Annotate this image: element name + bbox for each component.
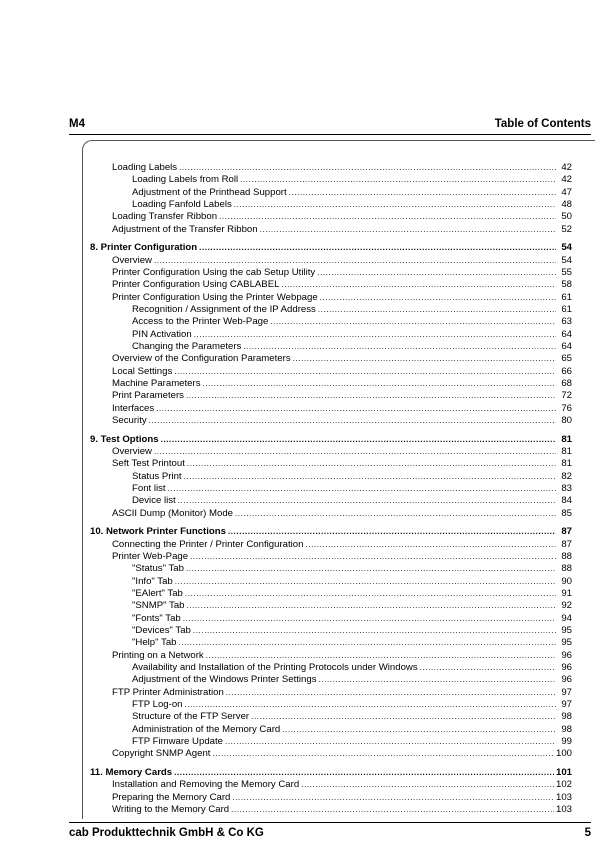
toc-dot-leader xyxy=(212,748,554,760)
toc-entry[interactable] xyxy=(90,211,572,223)
toc-entry-title: Printing on a Network xyxy=(112,649,204,661)
toc-page-number: 42 xyxy=(561,162,572,173)
toc-dot-leader xyxy=(228,526,556,538)
toc-dot-leader xyxy=(301,779,554,791)
toc-page-number: 76 xyxy=(561,402,572,414)
toc-entry-title: Printer Configuration Using the Printer Webpage xyxy=(112,291,318,303)
toc-dot-leader xyxy=(184,699,556,711)
toc-dot-leader xyxy=(185,588,556,600)
toc-entry[interactable] xyxy=(90,267,572,279)
toc-entry[interactable] xyxy=(90,625,572,637)
toc-dot-leader xyxy=(161,434,556,446)
toc-entry[interactable] xyxy=(90,637,572,649)
toc-entry[interactable] xyxy=(90,353,572,365)
toc-entry[interactable] xyxy=(90,792,572,804)
toc-entry[interactable] xyxy=(90,316,572,328)
toc-page-number: 88 xyxy=(561,563,572,575)
toc-entry-title: Structure of the FTP Server xyxy=(132,711,250,723)
toc-entry-title: 10. Network Printer Functions xyxy=(90,526,226,538)
toc-page-number: 99 xyxy=(561,736,572,748)
toc-entry[interactable] xyxy=(90,551,572,563)
toc-entry-title: Overview of the Configuration Parameters xyxy=(112,353,291,365)
toc-entry[interactable] xyxy=(90,495,572,507)
toc-dot-leader xyxy=(203,378,556,390)
toc-dot-leader xyxy=(184,471,556,483)
toc-page-number: 81 xyxy=(561,445,572,457)
toc-entry[interactable] xyxy=(90,458,572,470)
toc-page-number: 95 xyxy=(561,624,572,636)
toc-entry[interactable] xyxy=(90,748,572,760)
toc-entry-title: Overview xyxy=(112,445,152,457)
header-product-name: M4 xyxy=(69,118,85,130)
toc-entry-title: Adjustment of the Transfer Ribbon xyxy=(112,223,258,235)
toc-dot-leader xyxy=(199,242,556,254)
toc-chapter-entry[interactable] xyxy=(90,526,572,538)
toc-dot-leader xyxy=(206,650,556,662)
toc-entry[interactable] xyxy=(90,699,572,711)
toc-dot-leader xyxy=(186,390,556,402)
toc-entry-title: Connecting the Printer / Printer Configuration xyxy=(112,538,304,550)
toc-dot-leader xyxy=(243,341,556,353)
toc-entry-title: Overview xyxy=(112,254,152,266)
toc-page-number: 81 xyxy=(561,433,572,445)
toc-dot-leader xyxy=(179,637,556,649)
page-header xyxy=(69,118,591,130)
page-footer xyxy=(69,827,591,839)
toc-dot-leader xyxy=(251,711,556,723)
footer-divider xyxy=(69,822,591,823)
toc-dot-leader xyxy=(190,551,556,563)
toc-entry[interactable] xyxy=(90,255,572,267)
toc-page-number: 100 xyxy=(555,748,572,760)
toc-page-number: 63 xyxy=(561,316,572,328)
toc-page-number: 81 xyxy=(561,458,572,470)
toc-page-number: 97 xyxy=(561,686,572,698)
toc-page-number: 58 xyxy=(561,279,572,291)
toc-page-number: 88 xyxy=(561,550,572,562)
toc-dot-leader xyxy=(420,662,556,674)
toc-page-number: 50 xyxy=(561,211,572,223)
toc-dot-leader xyxy=(154,255,556,267)
toc-page-number: 61 xyxy=(561,291,572,303)
toc-entry[interactable] xyxy=(90,415,572,427)
toc-entry-title: 8. Printer Configuration xyxy=(90,242,198,254)
toc-entry-title: Device list xyxy=(132,495,176,507)
toc-entry-title: Adjustment of the Windows Printer Settings xyxy=(132,674,317,686)
toc-page-number: 97 xyxy=(561,699,572,710)
toc-dot-leader xyxy=(226,687,556,699)
toc-page-number: 66 xyxy=(561,365,572,377)
toc-dot-leader xyxy=(179,162,556,174)
toc-dot-leader xyxy=(231,804,554,816)
toc-entry[interactable] xyxy=(90,563,572,575)
toc-dot-leader xyxy=(319,674,557,686)
toc-entry-title: PIN Activation xyxy=(132,328,192,340)
toc-entry[interactable] xyxy=(90,804,572,816)
toc-page-number: 98 xyxy=(561,711,572,723)
toc-page-number: 103 xyxy=(555,803,572,815)
toc-page-number: 98 xyxy=(561,723,572,735)
toc-page-number: 48 xyxy=(561,199,572,211)
toc-entry-title: "Devices" Tab xyxy=(132,624,191,636)
table-of-contents xyxy=(90,162,572,816)
toc-entry-title: FTP Log-on xyxy=(132,699,183,710)
toc-entry[interactable] xyxy=(90,508,572,520)
toc-entry[interactable] xyxy=(90,613,572,625)
toc-entry-title: Loading Fanfold Labels xyxy=(132,199,232,211)
header-section-title: Table of Contents xyxy=(494,118,591,130)
toc-entry-title: 11. Memory Cards xyxy=(90,766,173,778)
toc-page-number: 64 xyxy=(561,341,572,352)
toc-entry-title: Access to the Printer Web-Page xyxy=(132,316,269,328)
toc-dot-leader xyxy=(289,187,556,199)
toc-dot-leader xyxy=(270,316,556,328)
toc-dot-leader xyxy=(240,174,556,186)
toc-entry[interactable] xyxy=(90,687,572,699)
toc-entry-title: "SNMP" Tab xyxy=(132,600,185,612)
toc-dot-leader xyxy=(281,279,556,291)
toc-dot-leader xyxy=(219,211,556,223)
toc-dot-leader xyxy=(320,292,556,304)
toc-dot-leader xyxy=(260,224,556,236)
toc-chapter-entry[interactable] xyxy=(90,767,572,779)
toc-entry-title: "Info" Tab xyxy=(132,575,173,587)
toc-entry-title: Administration of the Memory Card xyxy=(132,723,281,735)
toc-dot-leader xyxy=(168,483,556,495)
toc-entry-title: 9. Test Options xyxy=(90,433,159,445)
toc-dot-leader xyxy=(174,767,554,779)
toc-dot-leader xyxy=(193,625,556,637)
toc-entry[interactable] xyxy=(90,199,572,211)
toc-entry[interactable] xyxy=(90,279,572,291)
toc-entry-title: Printer Configuration Using the cab Setup Utility xyxy=(112,266,316,278)
toc-dot-leader xyxy=(186,563,556,575)
toc-entry[interactable] xyxy=(90,779,572,791)
toc-dot-leader xyxy=(156,403,556,415)
toc-entry-title: Seft Test Printout xyxy=(112,458,185,470)
toc-page-number: 72 xyxy=(561,390,572,402)
toc-page-number: 94 xyxy=(561,612,572,624)
toc-entry-title: Font list xyxy=(132,482,166,494)
toc-entry-title: Machine Parameters xyxy=(112,378,201,390)
toc-entry[interactable] xyxy=(90,390,572,402)
toc-entry[interactable] xyxy=(90,588,572,600)
toc-entry-title: Loading Labels xyxy=(112,162,178,173)
toc-entry-title: Print Parameters xyxy=(112,390,184,402)
toc-entry[interactable] xyxy=(90,650,572,662)
toc-entry[interactable] xyxy=(90,174,572,186)
toc-entry[interactable] xyxy=(90,366,572,378)
toc-page-number: 80 xyxy=(561,415,572,427)
toc-entry[interactable] xyxy=(90,471,572,483)
toc-entry-title: Copyright SNMP Agent xyxy=(112,748,211,760)
toc-page-number: 103 xyxy=(555,791,572,803)
toc-entry-title: FTP Fimware Update xyxy=(132,736,223,748)
toc-dot-leader xyxy=(282,724,556,736)
toc-entry-title: Security xyxy=(112,415,147,427)
toc-page-number: 42 xyxy=(561,174,572,186)
toc-page-number: 54 xyxy=(561,242,572,254)
toc-dot-leader xyxy=(318,304,556,316)
toc-entry[interactable] xyxy=(90,378,572,390)
toc-entry[interactable] xyxy=(90,224,572,236)
toc-entry-title: Availability and Installation of the Printing Protocols under Windows xyxy=(132,661,418,673)
toc-entry[interactable] xyxy=(90,662,572,674)
toc-chapter-entry[interactable] xyxy=(90,434,572,446)
footer-page-number: 5 xyxy=(584,827,591,839)
toc-page-number: 85 xyxy=(561,507,572,519)
toc-entry-title: Loading Transfer Ribbon xyxy=(112,211,218,223)
toc-dot-leader xyxy=(234,199,556,211)
toc-entry-title: ASCII Dump (Monitor) Mode xyxy=(112,507,234,519)
toc-page-number: 54 xyxy=(561,254,572,266)
toc-dot-leader xyxy=(178,495,556,507)
toc-entry[interactable] xyxy=(90,329,572,341)
toc-entry-title: Adjustment of the Printhead Support xyxy=(132,186,287,198)
toc-entry-title: Local Settings xyxy=(112,365,173,377)
toc-dot-leader xyxy=(175,576,556,588)
toc-dot-leader xyxy=(293,353,556,365)
toc-entry-title: Recognition / Assignment of the IP Address xyxy=(132,303,316,315)
toc-page-number: 87 xyxy=(561,526,572,538)
toc-dot-leader xyxy=(174,366,556,378)
toc-page-number: 95 xyxy=(561,637,572,649)
toc-page-number: 87 xyxy=(561,538,572,550)
footer-company-name: cab Produkttechnik GmbH & Co KG xyxy=(69,827,264,839)
toc-page-number: 90 xyxy=(561,575,572,587)
toc-page-number: 65 xyxy=(561,353,572,365)
toc-entry-title: Loading Labels from Roll xyxy=(132,174,239,186)
toc-entry[interactable] xyxy=(90,483,572,495)
toc-entry[interactable] xyxy=(90,576,572,588)
toc-entry-title: Status Print xyxy=(132,470,182,482)
toc-entry-title: Printer Configuration Using CABLABEL xyxy=(112,279,280,291)
toc-entry-title: Writing to the Memory Card xyxy=(112,803,230,815)
toc-entry[interactable] xyxy=(90,600,572,612)
toc-page-number: 92 xyxy=(561,600,572,612)
toc-entry[interactable] xyxy=(90,674,572,686)
toc-entry[interactable] xyxy=(90,446,572,458)
toc-entry[interactable] xyxy=(90,539,572,551)
toc-entry-title: Printer Web-Page xyxy=(112,550,189,562)
toc-entry[interactable] xyxy=(90,711,572,723)
toc-dot-leader xyxy=(317,267,556,279)
toc-dot-leader xyxy=(194,329,556,341)
toc-entry-title: "EAlert" Tab xyxy=(132,587,183,599)
toc-entry[interactable] xyxy=(90,162,572,174)
toc-page-number: 52 xyxy=(561,223,572,235)
toc-dot-leader xyxy=(232,792,554,804)
toc-page-number: 101 xyxy=(555,766,572,778)
toc-page-number: 68 xyxy=(561,378,572,390)
toc-page-number: 96 xyxy=(561,661,572,673)
toc-entry-title: "Fonts" Tab xyxy=(132,612,181,624)
toc-page-number: 64 xyxy=(561,328,572,340)
toc-dot-leader xyxy=(183,613,556,625)
toc-page-number: 96 xyxy=(561,674,572,686)
toc-dot-leader xyxy=(305,539,556,551)
toc-dot-leader xyxy=(225,736,556,748)
toc-entry-title: Changing the Parameters xyxy=(132,341,242,352)
toc-page-number: 91 xyxy=(561,587,572,599)
toc-entry-title: Preparing the Memory Card xyxy=(112,791,231,803)
toc-entry[interactable] xyxy=(90,304,572,316)
toc-dot-leader xyxy=(187,600,557,612)
toc-entry[interactable] xyxy=(90,403,572,415)
toc-entry-title: "Status" Tab xyxy=(132,563,184,575)
toc-page-number: 84 xyxy=(561,495,572,507)
toc-page-number: 47 xyxy=(561,186,572,198)
toc-page-number: 82 xyxy=(561,470,572,482)
toc-entry[interactable] xyxy=(90,187,572,199)
toc-entry[interactable] xyxy=(90,736,572,748)
toc-chapter-entry[interactable] xyxy=(90,242,572,254)
toc-entry-title: "Help" Tab xyxy=(132,637,177,649)
toc-page-number: 55 xyxy=(561,266,572,278)
toc-page-number: 96 xyxy=(561,649,572,661)
toc-entry-title: FTP Printer Administration xyxy=(112,686,224,698)
toc-entry-title: Interfaces xyxy=(112,402,155,414)
toc-page-number: 83 xyxy=(561,482,572,494)
toc-entry-title: Installation and Removing the Memory Card xyxy=(112,779,300,791)
toc-entry[interactable] xyxy=(90,292,572,304)
toc-dot-leader xyxy=(187,458,556,470)
toc-page-number: 102 xyxy=(555,779,572,791)
toc-entry[interactable] xyxy=(90,341,572,353)
toc-dot-leader xyxy=(149,415,556,427)
toc-entry[interactable] xyxy=(90,724,572,736)
toc-page-number: 61 xyxy=(561,303,572,315)
toc-dot-leader xyxy=(235,508,556,520)
toc-dot-leader xyxy=(154,446,556,458)
header-divider xyxy=(69,134,591,135)
